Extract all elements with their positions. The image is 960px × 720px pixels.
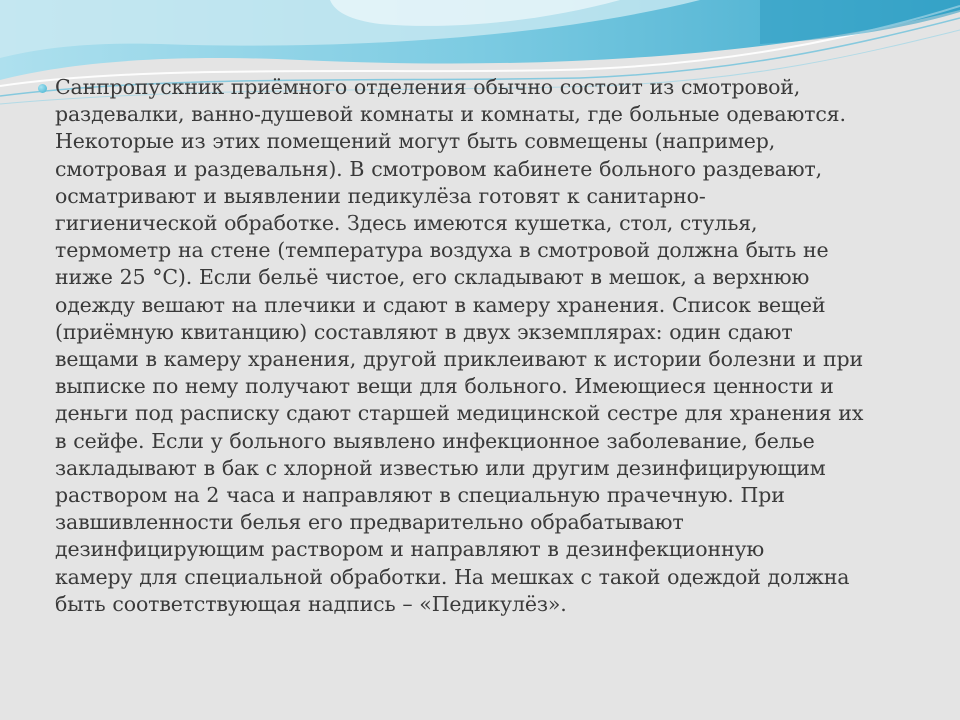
paragraph-line: гигиенической обработке. Здесь имеются кушетка, стол, стулья,	[55, 211, 758, 236]
paragraph-line: осматривают и выявлении педикулёза готовят к санитарно-	[55, 183, 706, 208]
paragraph-line: ниже 25 °С). Если бельё чистое, его складывают в мешок, а верхнюю	[55, 265, 810, 290]
paragraph-line: деньги под расписку сдают старшей медицинской сестре для хранения их	[55, 401, 864, 426]
paragraph-line: раздевалки, ванно-душевой комнаты и комнаты, где больные одеваются.	[55, 102, 846, 127]
body-paragraph	[38, 74, 918, 618]
paragraph-line: Санпропускник приёмного отделения обычно состоит из смотровой,	[55, 75, 801, 99]
paragraph-line: смотровая и раздевальня). В смотровом кабинете больного раздевают,	[55, 156, 822, 181]
paragraph-line: дезинфицирующим раствором и направляют в дезинфекционную	[55, 537, 765, 562]
paragraph-line: одежду вешают на плечики и сдают в камеру хранения. Список вещей	[55, 292, 826, 317]
paragraph-line: быть соответствующая надпись – «Педикулёз».	[55, 591, 567, 616]
paragraph-line: выписке по нему получают вещи для больного. Имеющиеся ценности и	[55, 374, 834, 399]
paragraph-line: (приёмную квитанцию) составляют в двух экземплярах: один сдают	[55, 319, 793, 344]
paragraph-line: термометр на стене (температура воздуха в смотровой должна быть не	[55, 238, 829, 263]
paragraph-line: в сейфе. Если у больного выявлено инфекционное заболевание, белье	[55, 428, 815, 453]
paragraph-line: раствором на 2 часа и направляют в специальную прачечную. При	[55, 483, 785, 508]
paragraph-line: камеру для специальной обработки. На мешках с такой одеждой должна	[55, 564, 850, 589]
paragraph-line: вещами в камеру хранения, другой приклеивают к истории болезни и при	[55, 347, 863, 372]
round-bullet-icon	[38, 84, 47, 93]
paragraph-line: закладывают в бак с хлорной известью или другим дезинфицирующим	[55, 455, 826, 480]
paragraph-line: завшивленности белья его предварительно обрабатывают	[55, 510, 684, 535]
paragraph-line: Некоторые из этих помещений могут быть совмещены (например,	[55, 129, 776, 154]
content-area	[38, 74, 918, 618]
